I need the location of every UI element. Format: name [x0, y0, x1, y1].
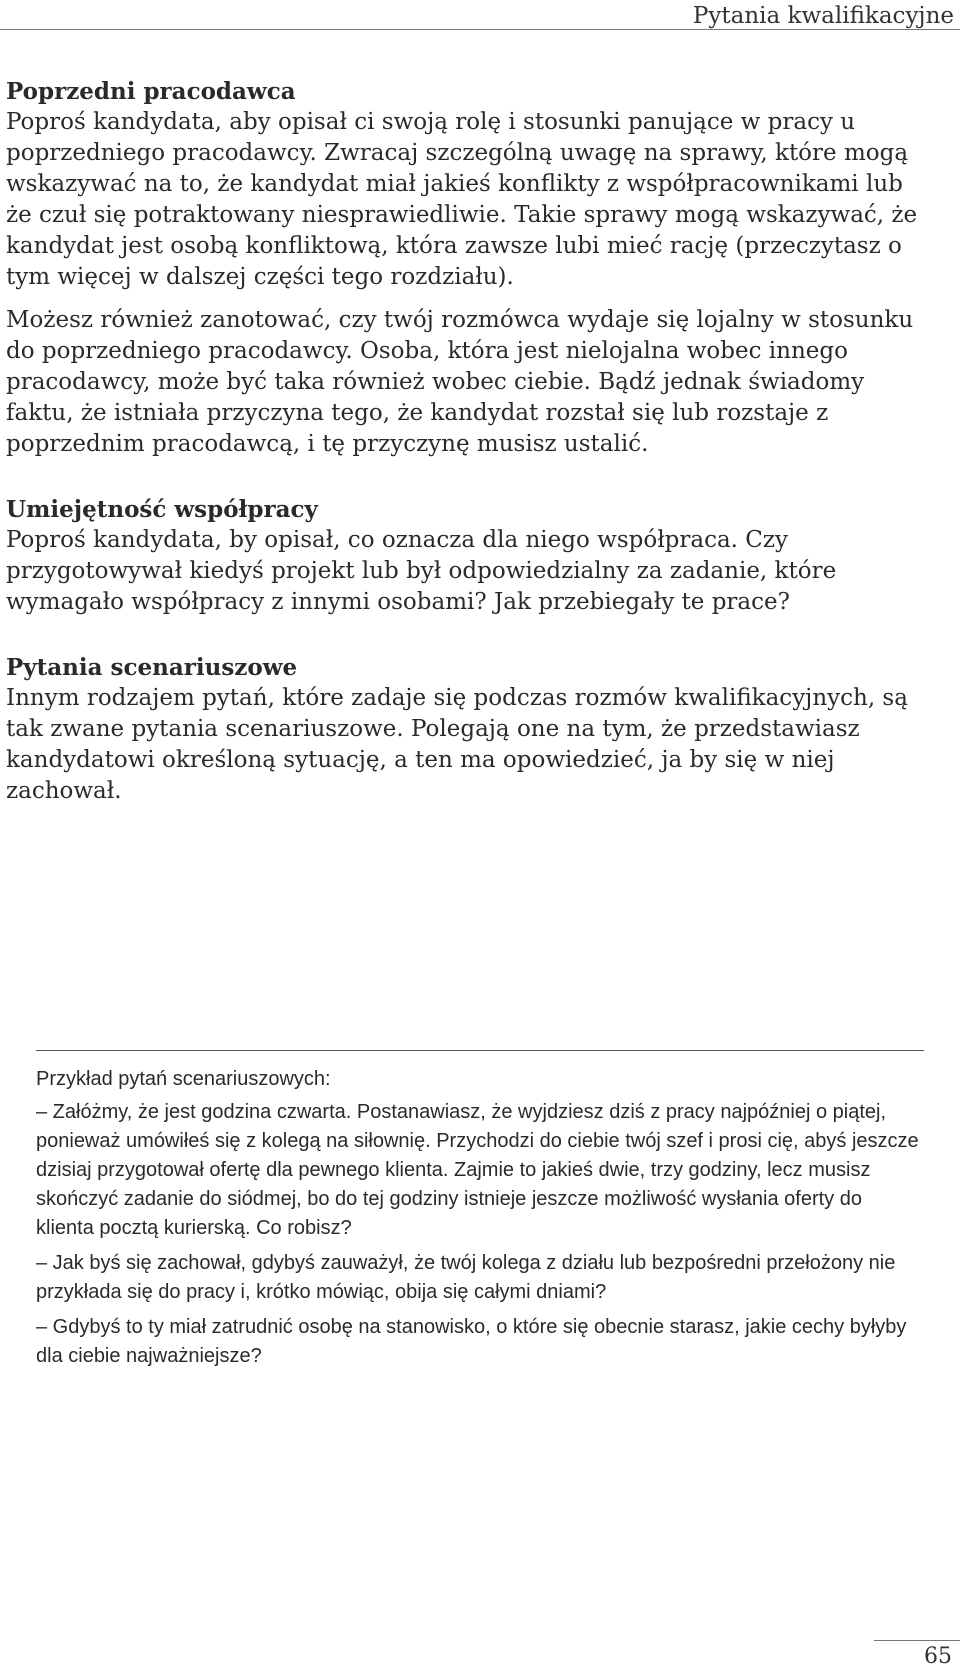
- footer-divider: [874, 1640, 960, 1641]
- header-divider: [0, 29, 960, 30]
- page-number: 65: [924, 1644, 952, 1669]
- example-item: – Jak byś się zachował, gdybyś zauważył, że twój kolega z działu lub bezpośredni przełożony nie przykłada się do pracy i, krótko mówiąc, obija się całymi dniami?: [36, 1252, 896, 1303]
- example-item: – Załóżmy, że jest godzina czwarta. Postanawiasz, że wyjdziesz dziś z pracy najpóźniej o piątej, ponieważ umówiłeś się z kolegą na siłownię. Przychodzi do ciebie twój szef i prosi cię, abyś jeszcze dzisiaj przygotował ofertę dla pewnego klienta. Zajmie to jakieś dwie, trzy godziny, lecz musisz skończyć zadanie do siódmej, bo do tej godziny istnieje jeszcze możliwość wysłania oferty do klienta pocztą kurierską. Co robisz?: [36, 1101, 919, 1239]
- paragraph: Możesz również zanotować, czy twój rozmówca wydaje się lojalny w stosunku do poprzedniego pracodawcy. Osoba, która jest nielojalna wobec innego pracodawcy, może być taka również wobec ciebie. Bądź jednak świadomy faktu, że istniała przyczyna tego, że kandydat rozstał się lub rozstaje z poprzednim pracodawcą, i tę przyczynę musisz ustalić.: [6, 307, 914, 457]
- section-cooperation-skills: [6, 494, 926, 618]
- example-item: – Gdybyś to ty miał zatrudnić osobę na stanowisko, o które się obecnie starasz, jakie cechy byłyby dla ciebie najważniejsze?: [36, 1316, 907, 1367]
- section-title: Umiejętność współpracy: [6, 496, 318, 523]
- paragraph: Innym rodzajem pytań, które zadaje się podczas rozmów kwalifikacyjnych, są tak zwane pytania scenariuszowe. Polegają one na tym, że przedstawiasz kandydatowi określoną sytuację, a ten ma opowiedzieć, ja by się w niej zachował.: [6, 685, 908, 804]
- section-title: Pytania scenariuszowe: [6, 654, 298, 681]
- example-title: Przykład pytań scenariuszowych:: [36, 1068, 331, 1090]
- section-title: Poprzedni pracodawca: [6, 78, 296, 105]
- paragraph: Poproś kandydata, aby opisał ci swoją rolę i stosunki panujące w pracy u poprzedniego pracodawcy. Zwracaj szczególną uwagę na sprawy, które mogą wskazywać na to, że kandydat miał jakieś konflikty z współpracownikami lub że czuł się potraktowany niesprawiedliwie. Takie sprawy mogą wskazywać, że kandydat jest osobą konfliktową, która zawsze lubi mieć rację (przeczytasz o tym więcej w dalszej części tego rozdziału).: [6, 109, 918, 290]
- main-content: [6, 76, 926, 819]
- running-header: Pytania kwalifikacyjne: [692, 3, 954, 29]
- example-box: [36, 1050, 924, 1377]
- section-scenario-questions: [6, 652, 926, 807]
- paragraph: Poproś kandydata, by opisał, co oznacza dla niego współpraca. Czy przygotowywał kiedyś projekt lub był odpowiedzialny za zadanie, które wymagało współpracy z innymi osobami? Jak przebiegały te prace?: [6, 527, 837, 615]
- section-previous-employer: [6, 76, 926, 460]
